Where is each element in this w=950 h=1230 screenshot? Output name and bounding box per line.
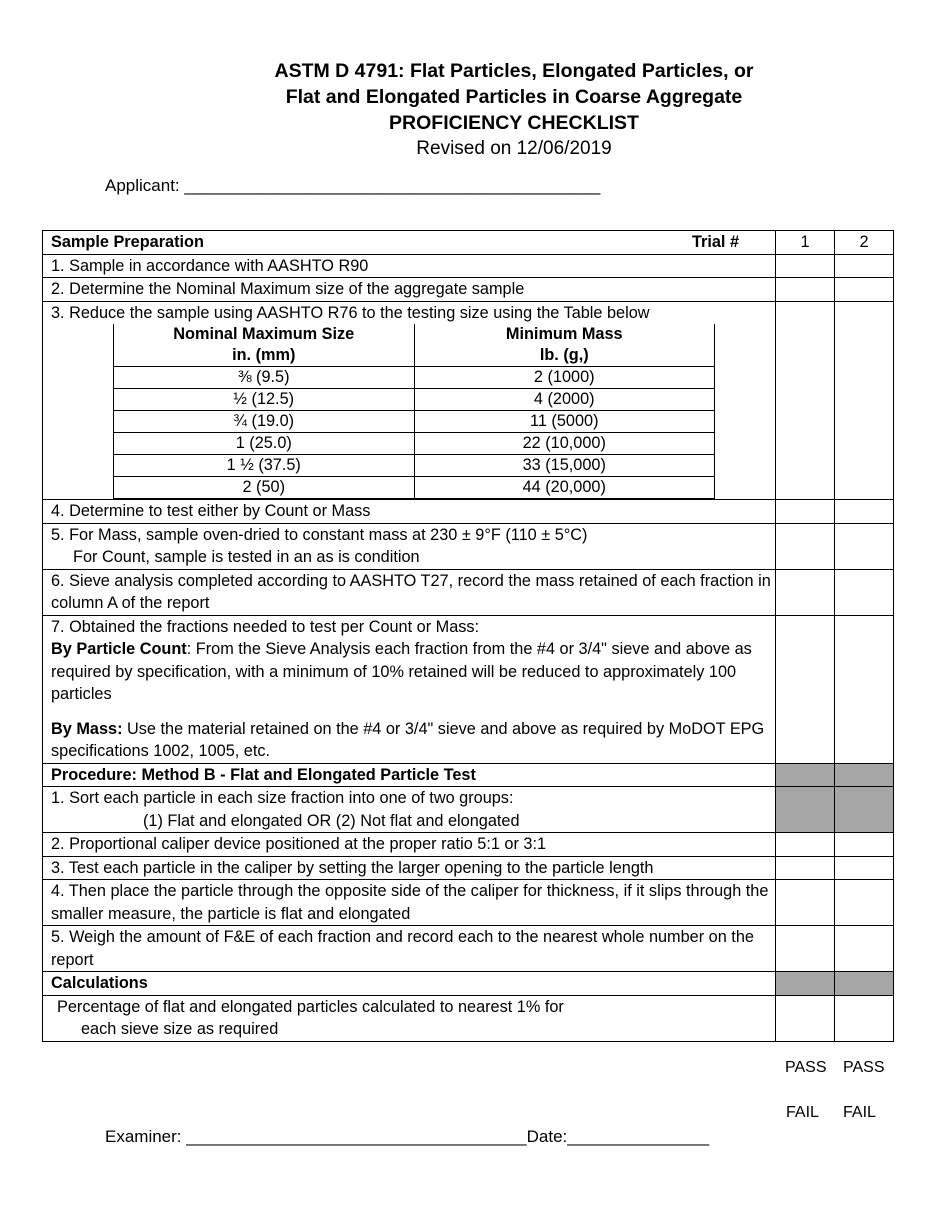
size-cell: ⅜ (9.5) xyxy=(114,367,415,389)
trial-2-cell[interactable] xyxy=(835,254,894,278)
step: 2. Proportional caliper device positioned at the proper ratio 5:1 or 3:1 xyxy=(43,833,776,857)
fail-option-trial-1[interactable]: FAIL xyxy=(786,1104,819,1121)
shaded-cell xyxy=(835,763,894,787)
step-text: 7. Obtained the fractions needed to test per Count or Mass: xyxy=(51,617,480,636)
mass-cell: 33 (15,000) xyxy=(414,455,715,477)
revised-date: Revised on 12/06/2019 xyxy=(416,138,612,159)
size-cell: ¾ (19.0) xyxy=(114,411,415,433)
mass-cell: 44 (20,000) xyxy=(414,477,715,499)
col-header: Minimum Mass xyxy=(414,324,715,345)
section-title: Sample Preparation xyxy=(51,233,204,251)
step: 6. Sieve analysis completed according to AASHTO T27, record the mass retained of each fraction in column A of the report xyxy=(43,569,776,615)
trial-2-cell[interactable] xyxy=(835,880,894,926)
step: 5. Weigh the amount of F&E of each fraction and record each to the nearest whole number on the report xyxy=(43,926,776,972)
examiner-field[interactable]: Examiner: ____________________________________ xyxy=(105,1127,527,1146)
trial-1-cell[interactable] xyxy=(776,833,835,857)
trial-1-cell[interactable] xyxy=(776,880,835,926)
step xyxy=(43,301,776,500)
trial-2-cell[interactable] xyxy=(835,995,894,1041)
step xyxy=(43,523,776,569)
trial-1-cell[interactable] xyxy=(776,856,835,880)
step-text: For Count, sample is tested in an as is condition xyxy=(73,548,420,566)
step xyxy=(43,615,776,763)
trial-2-cell[interactable] xyxy=(835,278,894,302)
shaded-cell xyxy=(776,763,835,787)
trial-1-cell[interactable] xyxy=(776,301,835,500)
trial-1-cell[interactable] xyxy=(776,615,835,763)
trial-1-cell[interactable] xyxy=(776,254,835,278)
applicant-field[interactable]: Applicant: ____________________________________________ xyxy=(105,176,601,195)
trial-2-cell[interactable] xyxy=(835,301,894,500)
step xyxy=(43,995,776,1041)
step-text: 1. Sort each particle in each size fraction into one of two groups: xyxy=(51,789,514,807)
pass-option-trial-2[interactable]: PASS xyxy=(843,1059,885,1076)
title-line: Flat and Elongated Particles in Coarse Aggregate xyxy=(285,86,743,108)
shaded-cell xyxy=(835,787,894,833)
step: 1. Sample in accordance with AASHTO R90 xyxy=(43,254,776,278)
trial-2-cell[interactable] xyxy=(835,856,894,880)
trial-1-cell[interactable] xyxy=(776,569,835,615)
mass-cell: 11 (5000) xyxy=(414,411,715,433)
step: 2. Determine the Nominal Maximum size of the aggregate sample xyxy=(43,278,776,302)
mass-cell: 4 (2000) xyxy=(414,389,715,411)
mass-method xyxy=(51,718,775,763)
step: 4. Determine to test either by Count or Mass xyxy=(43,500,776,524)
checklist-table xyxy=(42,230,894,1042)
minimum-mass-table xyxy=(113,324,715,499)
step-text: 5. For Mass, sample oven-dried to constant mass at 230 ± 9°F (110 ± 5°C) xyxy=(51,525,588,544)
step-text: Percentage of flat and elongated particles calculated to nearest 1% for xyxy=(57,997,564,1016)
size-cell: ½ (12.5) xyxy=(114,389,415,411)
method-label: By Particle Count xyxy=(51,640,187,658)
size-cell: 2 (50) xyxy=(114,477,415,499)
trial-1-cell[interactable] xyxy=(776,500,835,524)
trial-2-cell[interactable] xyxy=(835,615,894,763)
title-line: PROFICIENCY CHECKLIST xyxy=(389,112,639,134)
count-method xyxy=(51,638,775,706)
date-field[interactable]: Date:_______________ xyxy=(526,1127,710,1146)
trial-2-cell[interactable] xyxy=(835,926,894,972)
fail-option-trial-2[interactable]: FAIL xyxy=(843,1104,876,1121)
shaded-cell xyxy=(776,787,835,833)
trial-1-cell[interactable] xyxy=(776,926,835,972)
size-cell: 1 (25.0) xyxy=(114,433,415,455)
method-text: Use the material retained on the #4 or 3/4" sieve and above as required by MoDOT EPG specifications 1002, 1005, etc. xyxy=(51,719,765,760)
step-text: 3. Reduce the sample using AASHTO R76 to the testing size using the Table below xyxy=(51,303,650,322)
trial-2-header: 2 xyxy=(835,231,894,255)
trial-2-cell[interactable] xyxy=(835,569,894,615)
trial-2-cell[interactable] xyxy=(835,833,894,857)
section-header xyxy=(43,231,776,255)
examiner-line xyxy=(105,1127,709,1147)
col-unit: in. (mm) xyxy=(114,345,415,367)
step: 4. Then place the particle through the opposite side of the caliper for thickness, if it slips through the smaller measure, the particle is flat and elongated xyxy=(43,880,776,926)
section-header: Procedure: Method B - Flat and Elongated Particle Test xyxy=(43,763,776,787)
trial-2-cell[interactable] xyxy=(835,523,894,569)
step-text: each sieve size as required xyxy=(81,1020,279,1038)
step: 3. Test each particle in the caliper by setting the larger opening to the particle length xyxy=(43,856,776,880)
document-title xyxy=(0,58,950,136)
method-label: By Mass: xyxy=(51,719,123,738)
trial-2-cell[interactable] xyxy=(835,500,894,524)
method-text: : From the Sieve Analysis each fraction from the #4 or 3/4" sieve and above as required by specification, with a minimum of 10% retained will be reduced to approximately 100 particles xyxy=(51,640,752,703)
col-header: Nominal Maximum Size xyxy=(114,324,415,345)
pass-option-trial-1[interactable]: PASS xyxy=(785,1059,827,1076)
section-header: Calculations xyxy=(43,972,776,996)
trial-label: Trial # xyxy=(691,233,739,251)
shaded-cell xyxy=(835,972,894,996)
step-text: (1) Flat and elongated OR (2) Not flat and elongated xyxy=(143,811,520,830)
mass-cell: 2 (1000) xyxy=(414,367,715,389)
trial-1-cell[interactable] xyxy=(776,278,835,302)
trial-1-header: 1 xyxy=(776,231,835,255)
trial-1-cell[interactable] xyxy=(776,995,835,1041)
size-cell: 1 ½ (37.5) xyxy=(114,455,415,477)
mass-cell: 22 (10,000) xyxy=(414,433,715,455)
title-line: ASTM D 4791: Flat Particles, Elongated Particles, or xyxy=(274,60,754,82)
step xyxy=(43,787,776,833)
col-unit: lb. (g,) xyxy=(414,345,715,367)
trial-1-cell[interactable] xyxy=(776,523,835,569)
shaded-cell xyxy=(776,972,835,996)
